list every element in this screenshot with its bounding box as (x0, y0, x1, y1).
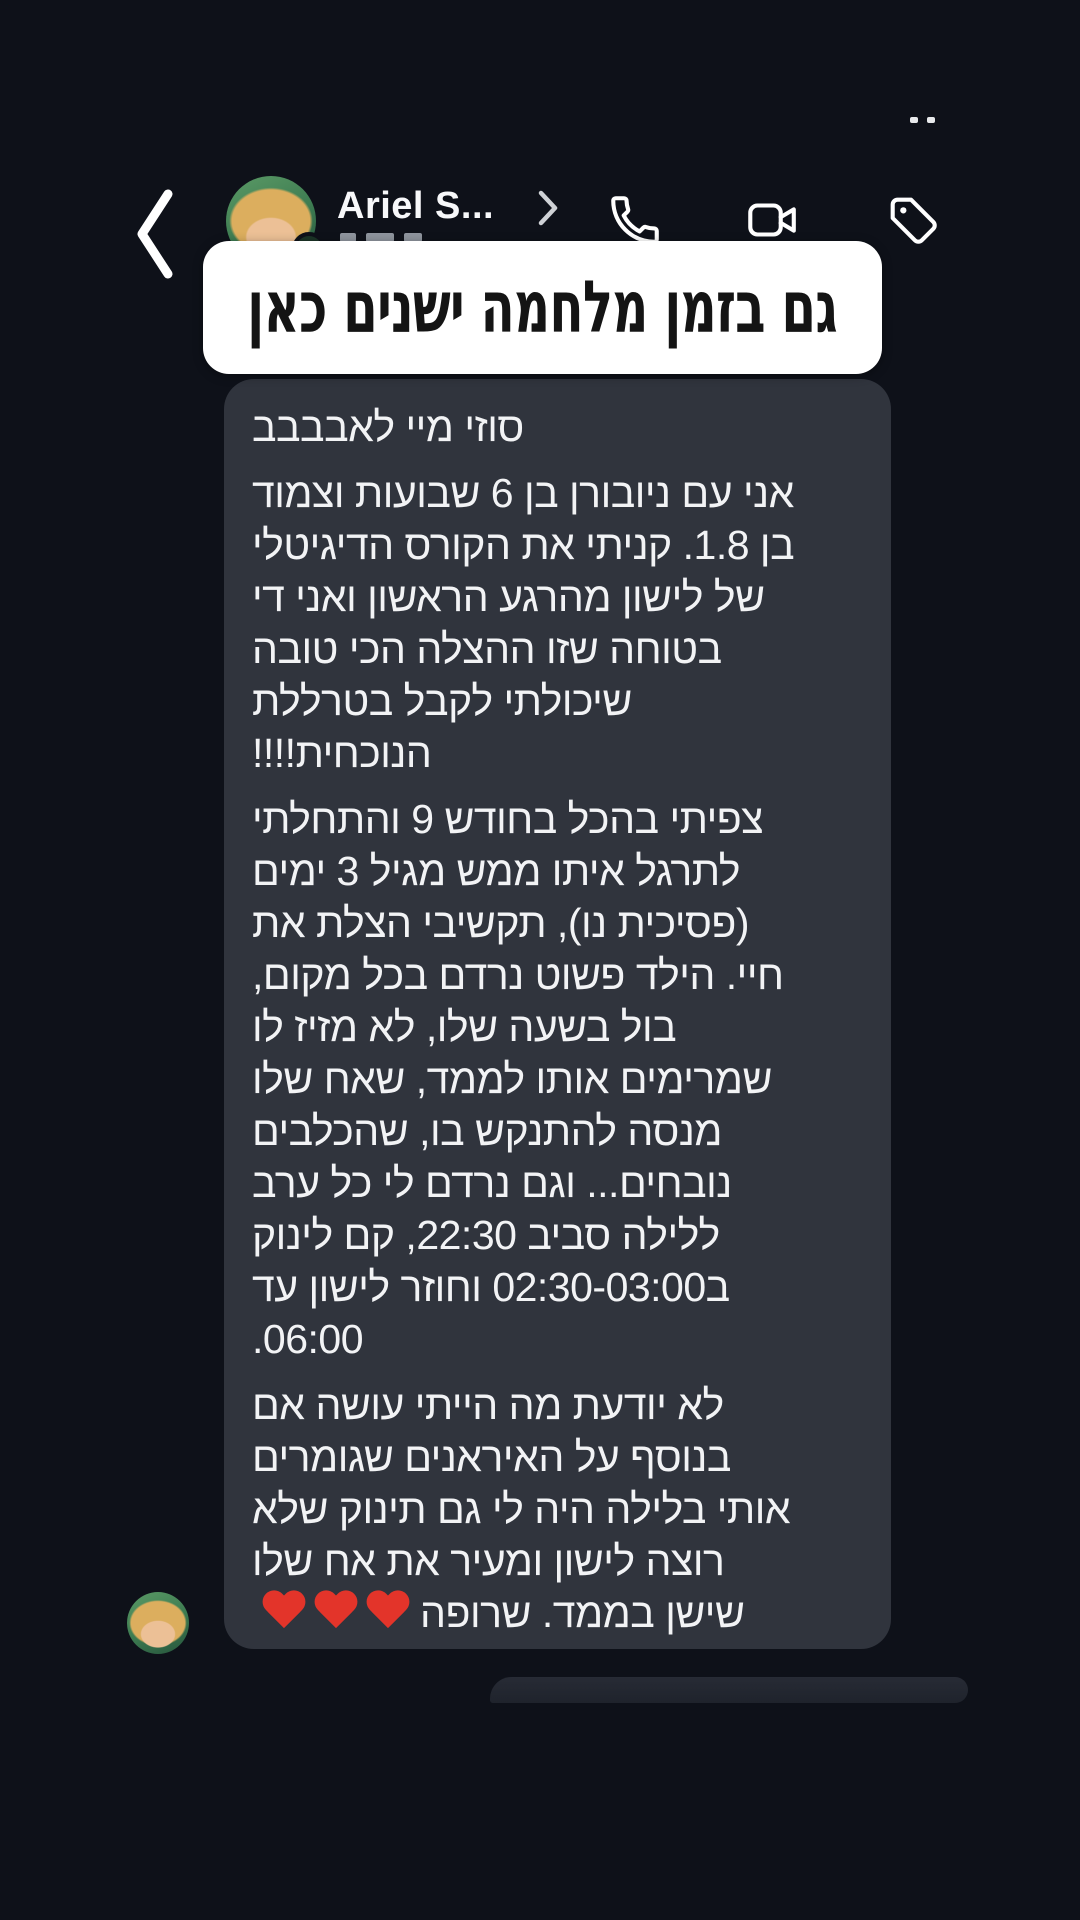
story-caption-text: גם בזמן מלחמה ישנים כאן (247, 266, 838, 349)
status-dot (927, 117, 935, 123)
message-line: ללילה סביב 22:30, קם לינוק (252, 1212, 720, 1258)
contact-name: Ariel S... (337, 184, 495, 227)
message-line: שיכולתי לקבל בטרללת (252, 678, 632, 724)
message-line: לתרגל איתו ממש מגיל 3 ימים (252, 848, 741, 894)
back-button[interactable] (130, 186, 182, 282)
chevron-left-icon (130, 186, 182, 282)
message-text (224, 385, 891, 1643)
message-paragraph (252, 793, 861, 1365)
message-line: נובחים... וגם נרדם לי כל ערב (252, 1160, 732, 1206)
red-heart-icon (313, 1591, 359, 1631)
message-paragraph (252, 401, 861, 453)
message-line: בטוחה שזו ההצלה הכי טובה (252, 626, 722, 672)
message-paragraph (252, 1379, 861, 1643)
red-heart-icon (365, 1591, 411, 1631)
contact-name-button[interactable] (337, 181, 494, 231)
next-message-bubble-partial (490, 1677, 968, 1703)
message-line: לא יודעת מה הייתי עושה אם (252, 1382, 724, 1428)
story-caption-banner (203, 241, 882, 374)
red-hearts (258, 1591, 414, 1643)
message-line: בנוסף על האיראנים שגומרים (252, 1434, 731, 1480)
message-line: שמרימים אותו לממד, שאח שלו (252, 1056, 772, 1102)
message-line: חיי. הילד פשוט נרדם בכל מקום, (252, 952, 784, 998)
message-line: צפיתי בהכל בחודש 9 והתחלתי (252, 796, 764, 842)
sender-avatar[interactable] (127, 1592, 189, 1654)
chevron-right-icon (536, 187, 560, 229)
message-line: הנוכחית!!!! (252, 730, 432, 776)
red-heart-icon (261, 1591, 307, 1631)
message-line: סוזי מיי לאבבבב (252, 404, 524, 450)
message-bubble[interactable] (224, 379, 891, 1649)
message-line: אני עם ניובורן בן 6 שבועות וצמוד (252, 470, 794, 516)
message-line: של לישון מהרגע הראשון ואני די (252, 574, 765, 620)
tag-button[interactable] (884, 190, 944, 250)
message-line: (פסיכית נו), תקשיבי הצלת את (252, 900, 750, 946)
message-line: בן 1.8. קניתי את הקורס הדיגיטלי (252, 522, 795, 568)
status-dot (910, 117, 918, 123)
message-line: אותי בלילה היה לי גם תינוק שלא (252, 1486, 791, 1532)
message-line: ב02:30-03:00 וחוזר לישון עד (252, 1264, 730, 1310)
message-line: 06:00. (252, 1316, 364, 1362)
message-line: רוצה לישון ומעיר את אח שלו (252, 1538, 725, 1584)
message-paragraph (252, 467, 861, 779)
message-line: בול בשעה שלו, לא מזיז לו (252, 1004, 677, 1050)
message-line: שישן בממד. שרופה (252, 1587, 861, 1643)
tag-icon (884, 191, 944, 249)
message-line: מנסה להתנקש בו, שהכלבים (252, 1108, 722, 1154)
